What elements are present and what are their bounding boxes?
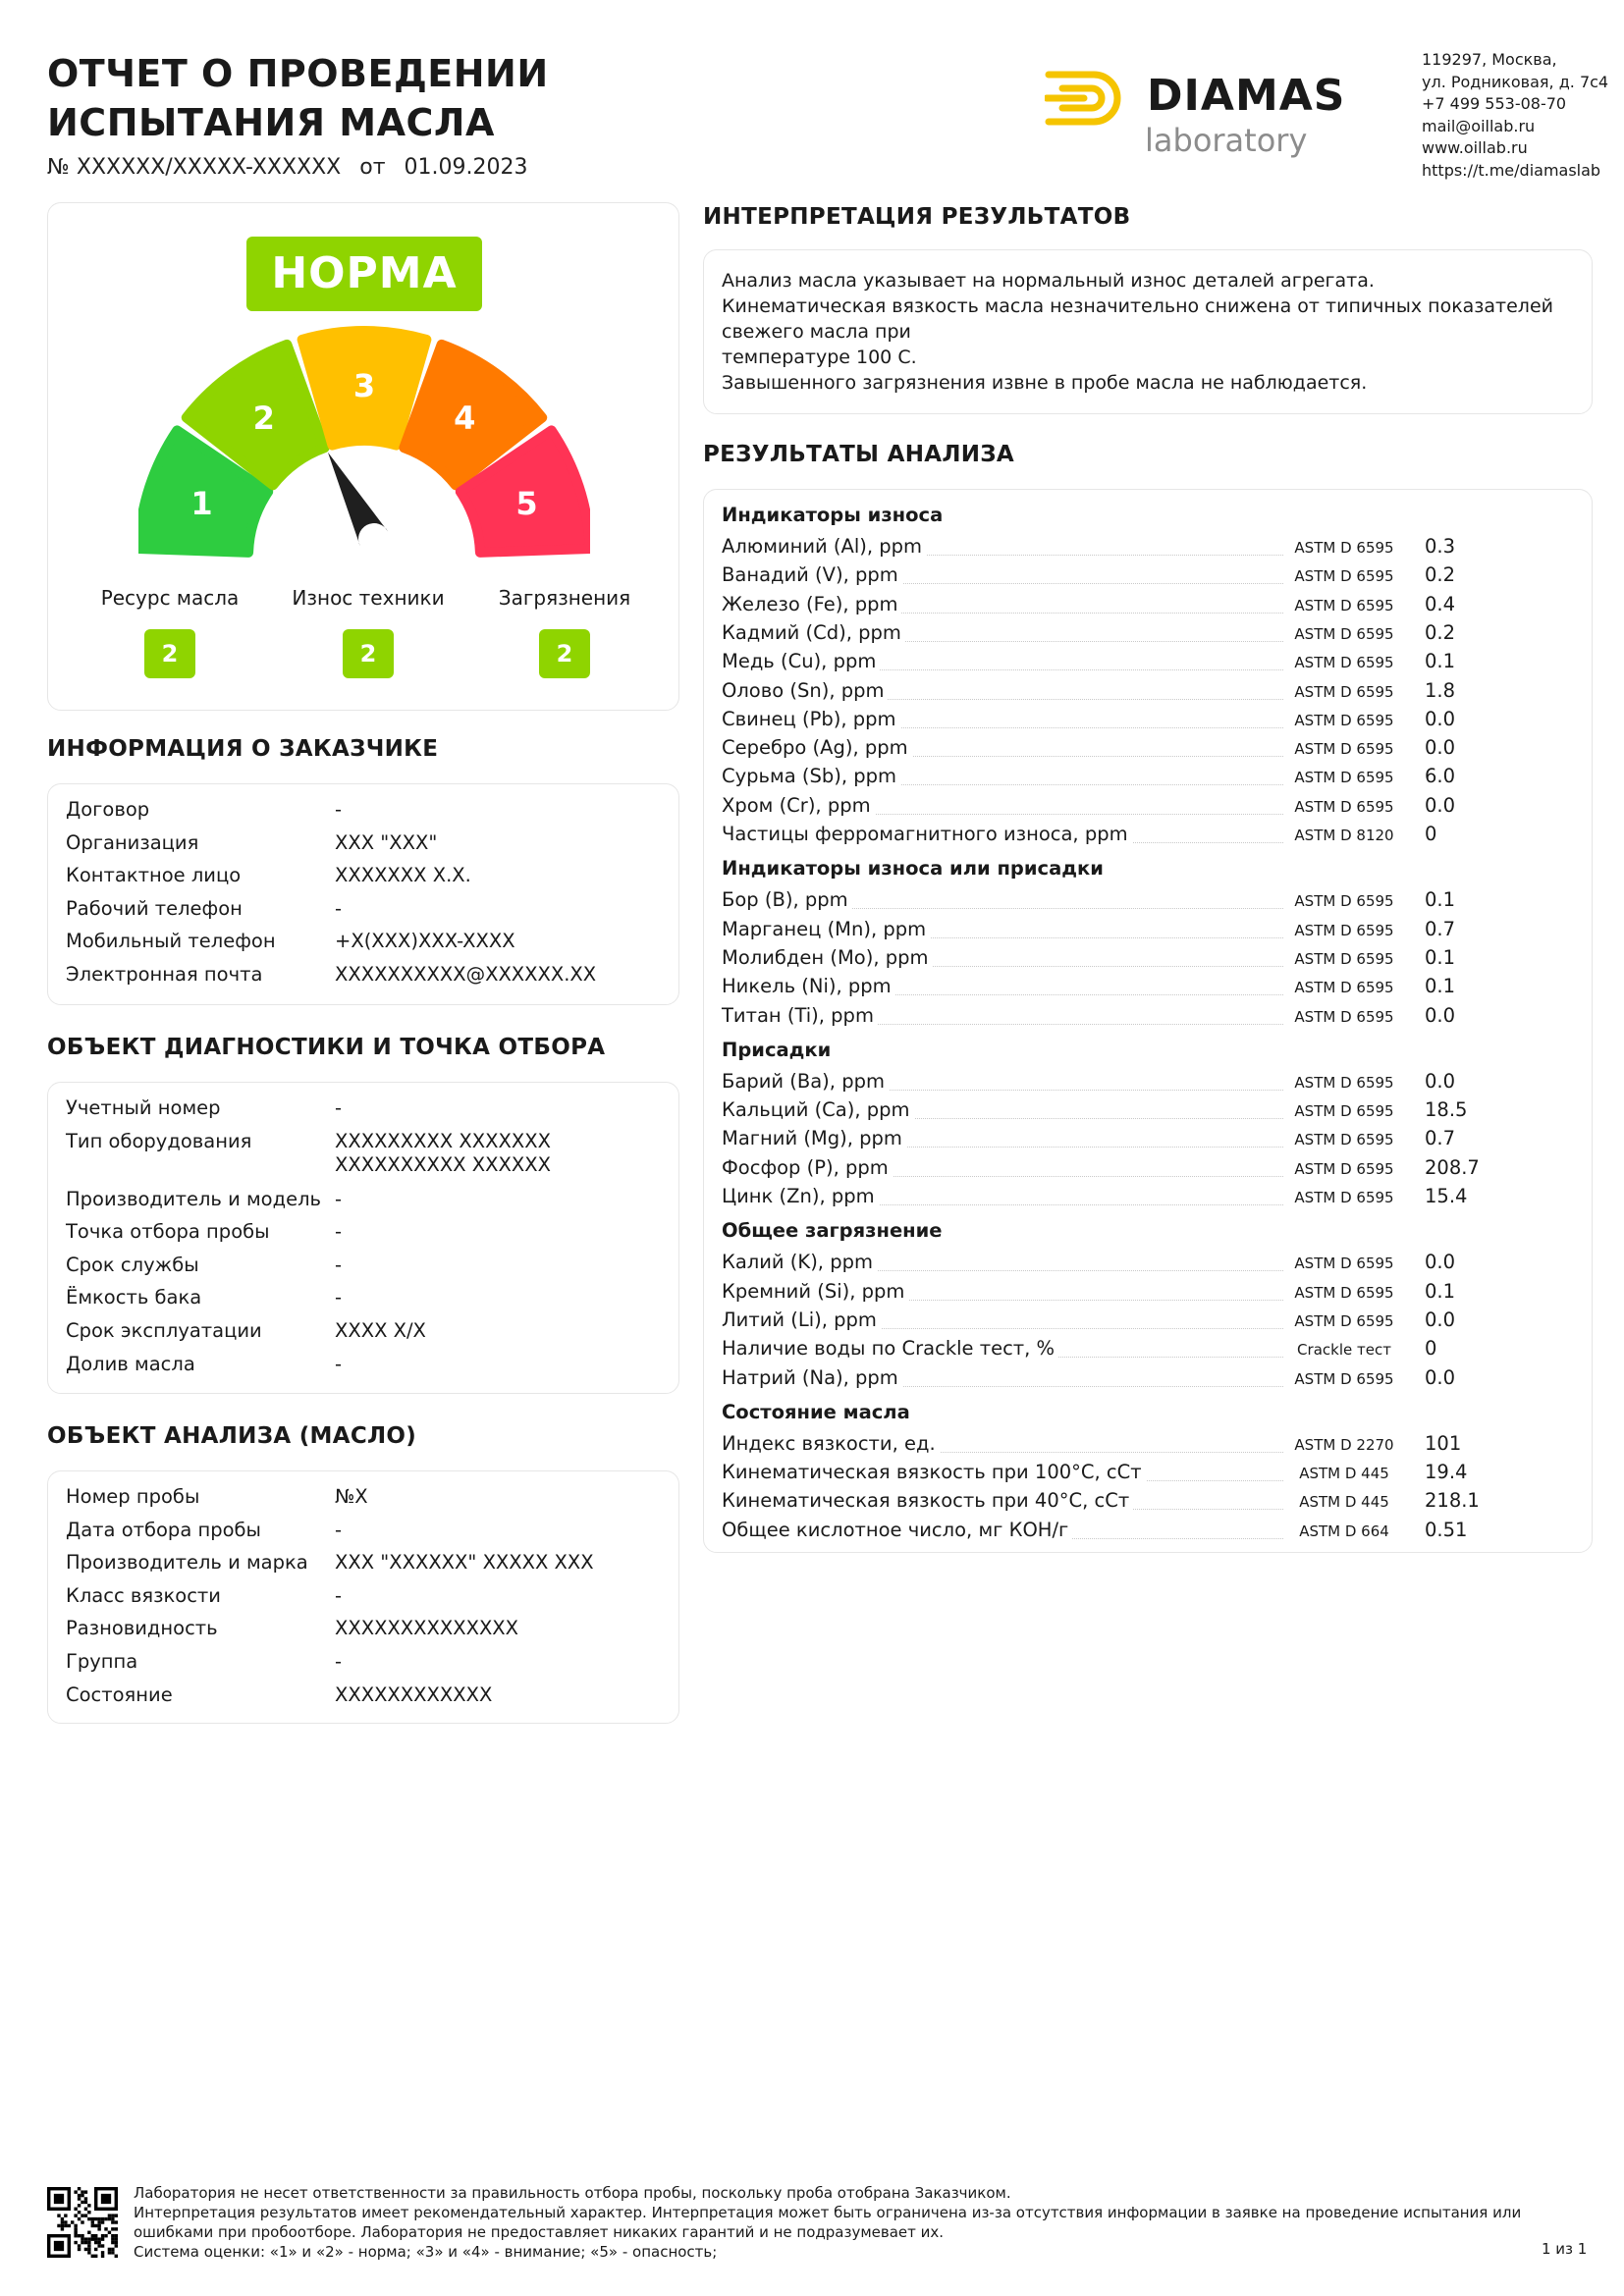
object-label: Срок службы [66, 1253, 199, 1276]
results-param-name: Алюминий (Al), ppm [722, 535, 926, 558]
oil-value: - [335, 1650, 343, 1673]
customer-label: Мобильный телефон [66, 930, 276, 953]
results-method: ASTM D 6595 [1294, 711, 1394, 729]
oil-label: Дата отбора пробы [66, 1518, 261, 1541]
results-value: 0.0 [1425, 1069, 1456, 1093]
results-value: 6.0 [1425, 765, 1456, 788]
contact-address: 119297, Москва, [1422, 50, 1557, 69]
results-row [722, 888, 1576, 917]
object-value: - [335, 1253, 343, 1276]
oil-label: Номер пробы [66, 1485, 200, 1508]
results-param-name: Индекс вязкости, ед. [722, 1432, 940, 1455]
results-row [722, 679, 1576, 708]
results-group-title: Общее загрязнение [722, 1219, 943, 1243]
footer-disclaimer [134, 2183, 1528, 2262]
object-value: - [335, 1220, 343, 1244]
results-row [722, 1127, 1576, 1155]
results-method: ASTM D 6595 [1294, 567, 1394, 586]
object-value: XXXXXXXXX XXXXXXX XXXXXXXXXX XXXXXX [335, 1129, 551, 1176]
gauge-segment-label: 5 [515, 485, 538, 523]
results-value: 0 [1425, 1337, 1437, 1361]
footer-line: Интерпретация результатов имеет рекомендательный характер. Интерпретация может быть ограничена из-за отсутствия информации в заявке на проведение испытания или [134, 2204, 1522, 2221]
object-label: Долив масла [66, 1352, 195, 1375]
results-card [703, 489, 1593, 1553]
results-row [722, 946, 1576, 975]
results-method: ASTM D 6595 [1294, 624, 1394, 643]
results-method: ASTM D 6595 [1294, 1311, 1394, 1330]
results-row [722, 535, 1576, 563]
oil-card [47, 1470, 679, 1724]
report-number: № XXXXXX/XXXXX-XXXXXX [47, 155, 342, 180]
results-param-name: Железо (Fe), ppm [722, 593, 901, 615]
results-row [722, 1489, 1576, 1518]
customer-value: XXXXXXX X.X. [335, 864, 471, 887]
contact-phone[interactable]: +7 499 553-08-70 [1422, 94, 1567, 113]
results-method: ASTM D 6595 [1294, 797, 1394, 816]
results-value: 0.1 [1425, 945, 1456, 969]
results-method: ASTM D 8120 [1294, 827, 1394, 844]
results-param-name: Фосфор (P), ppm [722, 1156, 893, 1179]
object-value: - [335, 1352, 343, 1375]
results-row [722, 593, 1576, 621]
results-method: ASTM D 6595 [1294, 539, 1394, 557]
results-method: ASTM D 6595 [1294, 596, 1394, 614]
report-date: 01.09.2023 [404, 155, 528, 180]
results-row [722, 1251, 1576, 1279]
results-row [722, 1366, 1576, 1395]
contact-street: ул. Родниковая, д. 7с4 [1422, 72, 1609, 91]
contact-email[interactable]: mail@oillab.ru [1422, 116, 1536, 135]
results-value: 0.4 [1425, 592, 1456, 615]
results-value: 0.51 [1425, 1518, 1468, 1541]
results-method: ASTM D 6595 [1294, 682, 1394, 701]
results-method: ASTM D 664 [1299, 1522, 1389, 1540]
results-row [722, 918, 1576, 946]
results-method: ASTM D 6595 [1294, 1159, 1394, 1178]
results-param-name: Медь (Cu), ppm [722, 650, 880, 672]
results-group-title: Индикаторы износа или присадки [722, 857, 1104, 881]
results-param-name: Молибден (Mo), ppm [722, 946, 932, 969]
interpretation-line: свежего масла при [722, 321, 911, 343]
results-row [722, 1004, 1576, 1033]
interpretation-line: Кинематическая вязкость масла незначительно снижена от типичных показателей [722, 295, 1553, 317]
results-method: ASTM D 6595 [1294, 1073, 1394, 1092]
results-method: ASTM D 6595 [1294, 1131, 1394, 1149]
results-param-name: Никель (Ni), ppm [722, 975, 895, 997]
results-value: 0.3 [1425, 535, 1456, 558]
report-number-line [47, 155, 540, 180]
results-row [722, 1432, 1576, 1461]
metric-wear-label: Износ техники [292, 586, 445, 610]
object-label: Производитель и модель [66, 1187, 322, 1210]
report-title [47, 49, 549, 147]
results-value: 0.2 [1425, 563, 1456, 587]
footer-line: ошибками при пробоотборе. Лаборатория не предоставляет никаких гарантий и не подразумевает их. [134, 2223, 945, 2241]
results-method: ASTM D 6595 [1294, 654, 1394, 672]
object-label: Учетный номер [66, 1096, 221, 1119]
results-method: ASTM D 445 [1299, 1493, 1389, 1512]
results-row [722, 1280, 1576, 1308]
object-value: - [335, 1096, 343, 1119]
results-param-name: Марганец (Mn), ppm [722, 918, 930, 940]
results-value: 0.1 [1425, 975, 1456, 998]
results-row [722, 823, 1576, 851]
oil-label: Группа [66, 1650, 138, 1673]
gauge-segment-label: 2 [252, 400, 275, 438]
results-method: ASTM D 6595 [1294, 1255, 1394, 1273]
results-param-name: Свинец (Pb), ppm [722, 708, 900, 730]
results-param-name: Серебро (Ag), ppm [722, 736, 912, 759]
date-prefix: от [359, 155, 386, 180]
results-param-name: Ванадий (V), ppm [722, 563, 902, 586]
status-badge: НОРМА [246, 237, 482, 311]
logo-mark-icon [1045, 69, 1123, 128]
results-row [722, 1337, 1576, 1365]
results-group-title: Присадки [722, 1038, 832, 1061]
interpretation-line: Завышенного загрязнения извне в пробе масла не наблюдается. [722, 372, 1368, 394]
results-value: 0.0 [1425, 1308, 1456, 1331]
gauge-chart [138, 321, 590, 576]
results-param-name: Кинематическая вязкость при 40°C, сСт [722, 1489, 1133, 1512]
gauge-needle-pivot [370, 535, 378, 543]
results-param-name: Барий (Ba), ppm [722, 1070, 889, 1093]
results-param-name: Литий (Li), ppm [722, 1308, 881, 1331]
object-value: - [335, 1187, 343, 1210]
results-value: 0.0 [1425, 1251, 1456, 1274]
results-param-name: Сурьма (Sb), ppm [722, 765, 900, 787]
results-param-name: Частицы ферромагнитного износа, ppm [722, 823, 1132, 845]
object-label: Тип оборудования [66, 1129, 252, 1152]
results-heading: РЕЗУЛЬТАТЫ АНАЛИЗА [703, 442, 1015, 467]
results-method: Crackle тест [1297, 1341, 1391, 1360]
results-row [722, 1070, 1576, 1098]
customer-value: - [335, 896, 343, 920]
contact-website[interactable]: www.oillab.ru [1422, 138, 1528, 157]
customer-card [47, 783, 679, 1005]
metric-oil-resource-value: 2 [144, 629, 195, 678]
results-method: ASTM D 6595 [1294, 1189, 1394, 1206]
results-value: 208.7 [1425, 1155, 1480, 1179]
report-title-line1: ОТЧЕТ О ПРОВЕДЕНИИ [47, 52, 549, 95]
results-value: 18.5 [1425, 1098, 1468, 1122]
results-value: 0.1 [1425, 888, 1456, 912]
oil-value: - [335, 1518, 343, 1541]
customer-label: Контактное лицо [66, 864, 242, 887]
metric-oil-resource-label: Ресурс масла [100, 586, 240, 610]
results-param-name: Кальций (Ca), ppm [722, 1098, 914, 1121]
logo-name: DIAMAS [1147, 71, 1346, 121]
customer-label: Рабочий телефон [66, 896, 243, 920]
object-value: XXXX X/X [335, 1319, 426, 1342]
results-param-name: Титан (Ti), ppm [722, 1004, 878, 1027]
metric-wear-value: 2 [343, 629, 394, 678]
results-value: 218.1 [1425, 1489, 1480, 1513]
footer-line: Система оценки: «1» и «2» - норма; «3» и «4» - внимание; «5» - опасность; [134, 2243, 718, 2261]
results-row [722, 621, 1576, 650]
results-row [722, 563, 1576, 592]
results-method: ASTM D 6595 [1294, 979, 1394, 997]
results-row [722, 708, 1576, 736]
oil-value: XXXXXXXXXXXXXX [335, 1617, 519, 1640]
results-method: ASTM D 6595 [1294, 1007, 1394, 1026]
results-value: 0.1 [1425, 650, 1456, 673]
logo-subtitle: laboratory [1145, 122, 1308, 159]
customer-heading: ИНФОРМАЦИЯ О ЗАКАЗЧИКЕ [47, 736, 439, 762]
company-logo [1045, 63, 1388, 171]
results-value: 0.0 [1425, 1365, 1456, 1389]
results-method: ASTM D 445 [1299, 1465, 1389, 1483]
metric-contamination-value: 2 [539, 629, 590, 678]
metric-contamination-label: Загрязнения [498, 586, 631, 610]
results-row [722, 1308, 1576, 1337]
results-method: ASTM D 2270 [1294, 1435, 1394, 1454]
results-row [722, 650, 1576, 678]
results-method: ASTM D 6595 [1294, 740, 1394, 759]
results-value: 0.7 [1425, 1127, 1456, 1150]
interpretation-line: Анализ масла указывает на нормальный износ деталей агрегата. [722, 270, 1375, 292]
results-method: ASTM D 6595 [1294, 892, 1394, 911]
oil-label: Класс вязкости [66, 1583, 221, 1607]
results-param-name: Калий (K), ppm [722, 1251, 877, 1273]
results-method: ASTM D 6595 [1294, 769, 1394, 787]
report-title-line2: ИСПЫТАНИЯ МАСЛА [47, 101, 495, 144]
object-label: Срок эксплуатации [66, 1319, 262, 1342]
footer-line: Лаборатория не несет ответственности за правильность отбора пробы, поскольку проба отобрана Заказчиком. [134, 2184, 1011, 2202]
page-number: 1 из 1 [1542, 2240, 1588, 2258]
results-param-name: Магний (Mg), ppm [722, 1127, 906, 1149]
results-param-name: Цинк (Zn), ppm [722, 1185, 879, 1207]
results-row [722, 1156, 1576, 1185]
customer-label: Электронная почта [66, 963, 263, 986]
results-param-name: Бор (B), ppm [722, 888, 852, 911]
object-value: - [335, 1286, 343, 1309]
results-value: 101 [1425, 1431, 1462, 1455]
object-label: Ёмкость бака [66, 1286, 202, 1309]
results-param-name: Общее кислотное число, мг КОН/г [722, 1519, 1072, 1541]
contact-telegram[interactable]: https://t.me/diamaslab [1422, 160, 1601, 180]
results-method: ASTM D 6595 [1294, 1283, 1394, 1302]
results-param-name: Кинематическая вязкость при 100°C, сСт [722, 1461, 1146, 1483]
oil-label: Состояние [66, 1682, 173, 1706]
oil-heading: ОБЪЕКТ АНАЛИЗА (МАСЛО) [47, 1423, 417, 1449]
results-value: 15.4 [1425, 1185, 1468, 1207]
results-method: ASTM D 6595 [1294, 1369, 1394, 1388]
object-label: Точка отбора пробы [66, 1220, 270, 1244]
results-param-name: Наличие воды по Crackle тест, % [722, 1337, 1058, 1360]
results-value: 0 [1425, 823, 1437, 845]
customer-value: +X(XXX)XXX-XXXX [335, 930, 515, 953]
results-param-name: Кремний (Si), ppm [722, 1280, 908, 1303]
oil-value: - [335, 1583, 343, 1607]
customer-value: XXX "XXX" [335, 830, 438, 854]
results-value: 0.0 [1425, 1003, 1456, 1027]
results-row [722, 1461, 1576, 1489]
interpretation-line: температуре 100 С. [722, 347, 917, 368]
results-value: 0.0 [1425, 707, 1456, 730]
customer-label: Организация [66, 830, 199, 854]
results-value: 0.7 [1425, 917, 1456, 940]
results-group-title: Индикаторы износа [722, 504, 944, 526]
results-value: 0.1 [1425, 1279, 1456, 1303]
results-param-name: Олово (Sn), ppm [722, 679, 888, 702]
customer-value: XXXXXXXXXX@XXXXXX.XX [335, 963, 597, 986]
results-row [722, 794, 1576, 823]
results-value: 1.8 [1425, 678, 1456, 702]
oil-value: №X [335, 1485, 368, 1508]
results-method: ASTM D 6595 [1294, 949, 1394, 968]
object-card [47, 1082, 679, 1394]
interpretation-card [703, 249, 1593, 414]
results-row [722, 736, 1576, 765]
oil-value: XXX "XXXXXX" XXXXX XXX [335, 1551, 594, 1575]
results-param-name: Хром (Cr), ppm [722, 794, 875, 817]
results-group-title: Состояние масла [722, 1400, 910, 1423]
results-row [722, 765, 1576, 793]
gauge-segment-label: 3 [352, 367, 376, 404]
object-heading: ОБЪЕКТ ДИАГНОСТИКИ И ТОЧКА ОТБОРА [47, 1035, 606, 1060]
results-param-name: Кадмий (Cd), ppm [722, 621, 905, 644]
contacts-block [1422, 49, 1608, 182]
results-value: 0.0 [1425, 736, 1456, 760]
gauge-segment-label: 1 [190, 485, 213, 523]
oil-value: XXXXXXXXXXXX [335, 1682, 493, 1706]
results-value: 0.2 [1425, 620, 1456, 644]
results-param-name: Натрий (Na), ppm [722, 1366, 902, 1389]
results-method: ASTM D 6595 [1294, 921, 1394, 939]
oil-label: Разновидность [66, 1617, 218, 1640]
results-row [722, 1185, 1576, 1213]
results-value: 19.4 [1425, 1461, 1468, 1484]
interpretation-heading: ИНТЕРПРЕТАЦИЯ РЕЗУЛЬТАТОВ [703, 204, 1131, 230]
results-row [722, 1519, 1576, 1547]
gauge-needle [328, 453, 388, 547]
results-method: ASTM D 6595 [1294, 1102, 1394, 1121]
status-gauge-card [47, 202, 679, 711]
results-row [722, 975, 1576, 1003]
results-row [722, 1098, 1576, 1127]
customer-value: - [335, 798, 343, 821]
oil-label: Производитель и марка [66, 1551, 308, 1575]
qr-code-icon[interactable] [47, 2187, 118, 2258]
gauge-segment-label: 4 [454, 400, 476, 438]
results-value: 0.0 [1425, 793, 1456, 817]
customer-label: Договор [66, 798, 150, 821]
